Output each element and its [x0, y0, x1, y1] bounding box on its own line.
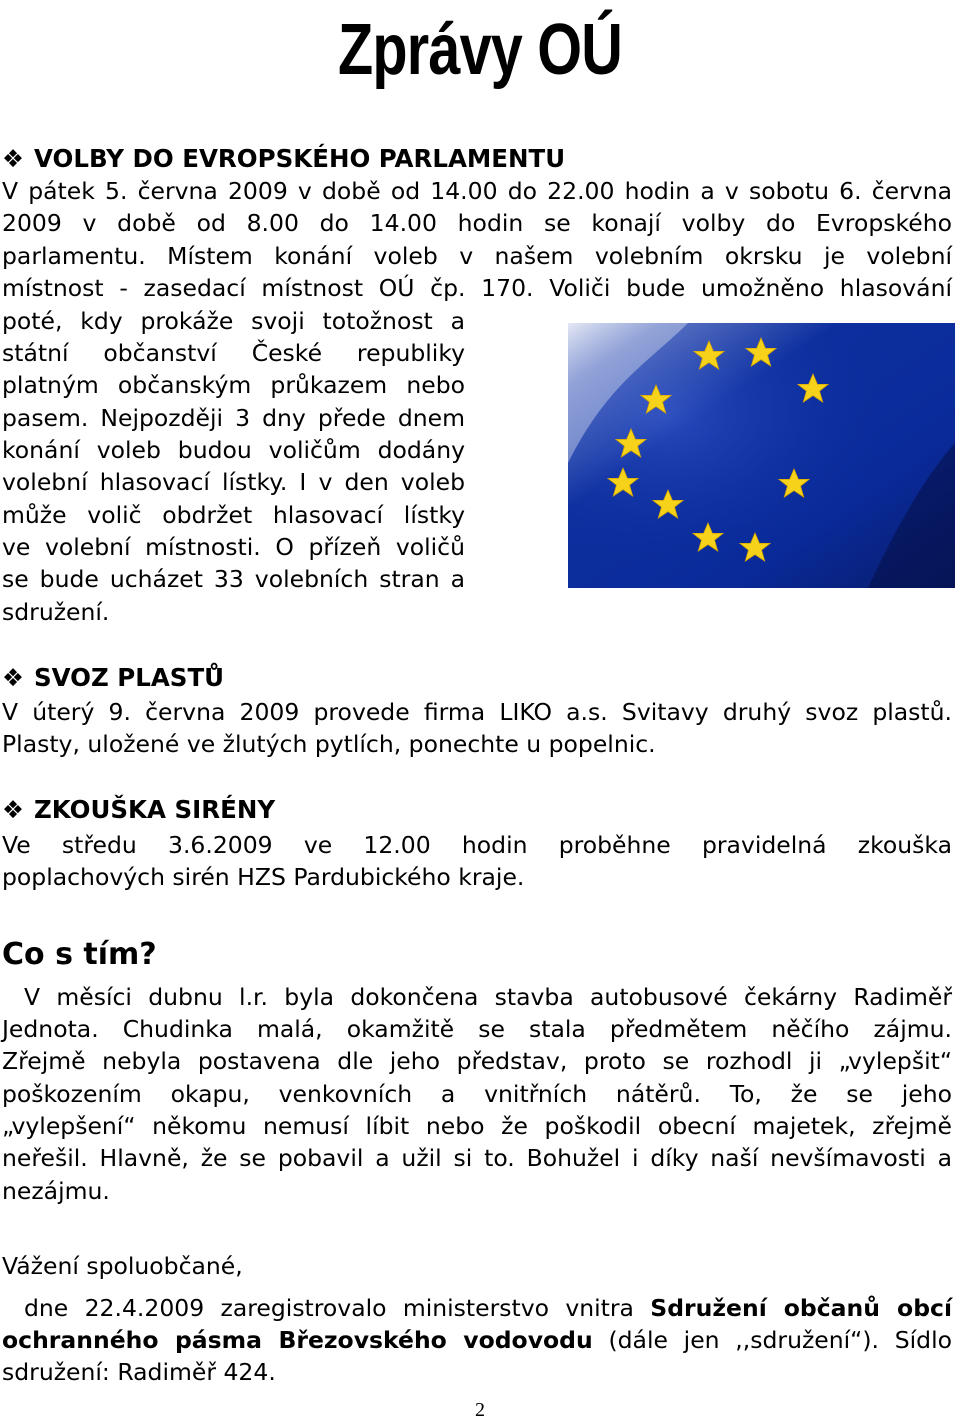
plasty-line-1: V úterý 9. června 2009 provede firma LIKO a.s. Svitavy druhý svoz plastů. — [2, 698, 952, 726]
sdruzeni-line-3: sdružení: Radiměř 424. — [2, 1358, 276, 1386]
volby-line-7: platným občanským průkazem nebo — [2, 371, 465, 399]
cotim-line-4: poškozením okapu, venkovních a vnitřních nátěrů. To, že se jeho — [2, 1080, 952, 1108]
page-title: Zprávy OÚ — [337, 10, 623, 90]
cotim-line-7: nezájmu. — [2, 1177, 110, 1205]
eu-flag-image — [568, 323, 955, 588]
sdruzeni-line-1: dne 22.4.2009 zaregistrovalo ministerstvo vnitra Sdružení občanů obcí — [24, 1294, 952, 1322]
diamond-bullet-icon: ❖ — [2, 795, 24, 824]
volby-line-1: V pátek 5. června 2009 v době od 14.00 do 22.00 hodin a v sobotu 6. června — [2, 177, 952, 205]
volby-line-2: 2009 v době od 8.00 do 14.00 hodin se konají volby do Evropského — [2, 209, 952, 237]
volby-line-3: parlamentu. Místem konání voleb v našem volebním okrsku je volební — [2, 242, 952, 270]
diamond-bullet-icon: ❖ — [2, 663, 24, 692]
sdruzeni-line-2: ochranného pásma Březovského vodovodu (dále jen ,,sdružení“). Sídlo — [2, 1326, 952, 1354]
cotim-line-1: V měsíci dubnu l.r. byla dokončena stavba autobusové čekárny Radiměř — [24, 983, 952, 1011]
cotim-line-6: neřešil. Hlavně, že se pobavil a užil si to. Bohužel i díky naší nevšímavosti a — [2, 1144, 952, 1172]
volby-line-13: se bude ucházet 33 volebních stran a — [2, 565, 465, 593]
heading-cotim: Co s tím? — [2, 937, 157, 972]
volby-line-5: poté, kdy prokáže svoji totožnost a — [2, 307, 465, 335]
sireny-line-1: Ve středu 3.6.2009 ve 12.00 hodin proběhne pravidelná zkouška — [2, 831, 952, 859]
volby-line-10: volební hlasovací lístky. I v den voleb — [2, 468, 465, 496]
cotim-line-5: „vylepšení“ někomu nemusí líbit nebo že poškodil obecní majetek, zřejmě — [2, 1112, 952, 1140]
volby-line-11: může volič obdržet hlasovací lístky — [2, 501, 465, 529]
volby-line-12: ve volební místnosti. O přízeň voličů — [2, 533, 465, 561]
greeting: Vážení spoluobčané, — [2, 1252, 243, 1280]
sireny-line-2: poplachových sirén HZS Pardubického kraje. — [2, 863, 525, 891]
cotim-line-3: Zřejmě nebyla postavena dle jeho představ, proto se rozhodl ji „vylepšit“ — [2, 1047, 952, 1075]
cotim-line-2: Jednota. Chudinka malá, okamžitě se stala předmětem něčího zájmu. — [2, 1015, 952, 1043]
volby-line-9: konání voleb budou voličům dodány — [2, 436, 465, 464]
page-number: 2 — [475, 1399, 485, 1421]
heading-plasty: ❖ SVOZ PLASTŮ — [2, 663, 225, 692]
volby-line-14: sdružení. — [2, 598, 110, 626]
volby-line-8: pasem. Nejpozději 3 dny přede dnem — [2, 404, 465, 432]
diamond-bullet-icon: ❖ — [2, 144, 24, 173]
volby-line-6: státní občanství České republiky — [2, 339, 465, 367]
plasty-line-2: Plasty, uložené ve žlutých pytlích, ponechte u popelnic. — [2, 730, 656, 758]
heading-sireny: ❖ ZKOUŠKA SIRÉNY — [2, 795, 276, 824]
heading-volby: ❖ VOLBY DO EVROPSKÉHO PARLAMENTU — [2, 144, 566, 173]
volby-line-4: místnost - zasedací místnost OÚ čp. 170. Voliči bude umožněno hlasování — [2, 274, 952, 302]
